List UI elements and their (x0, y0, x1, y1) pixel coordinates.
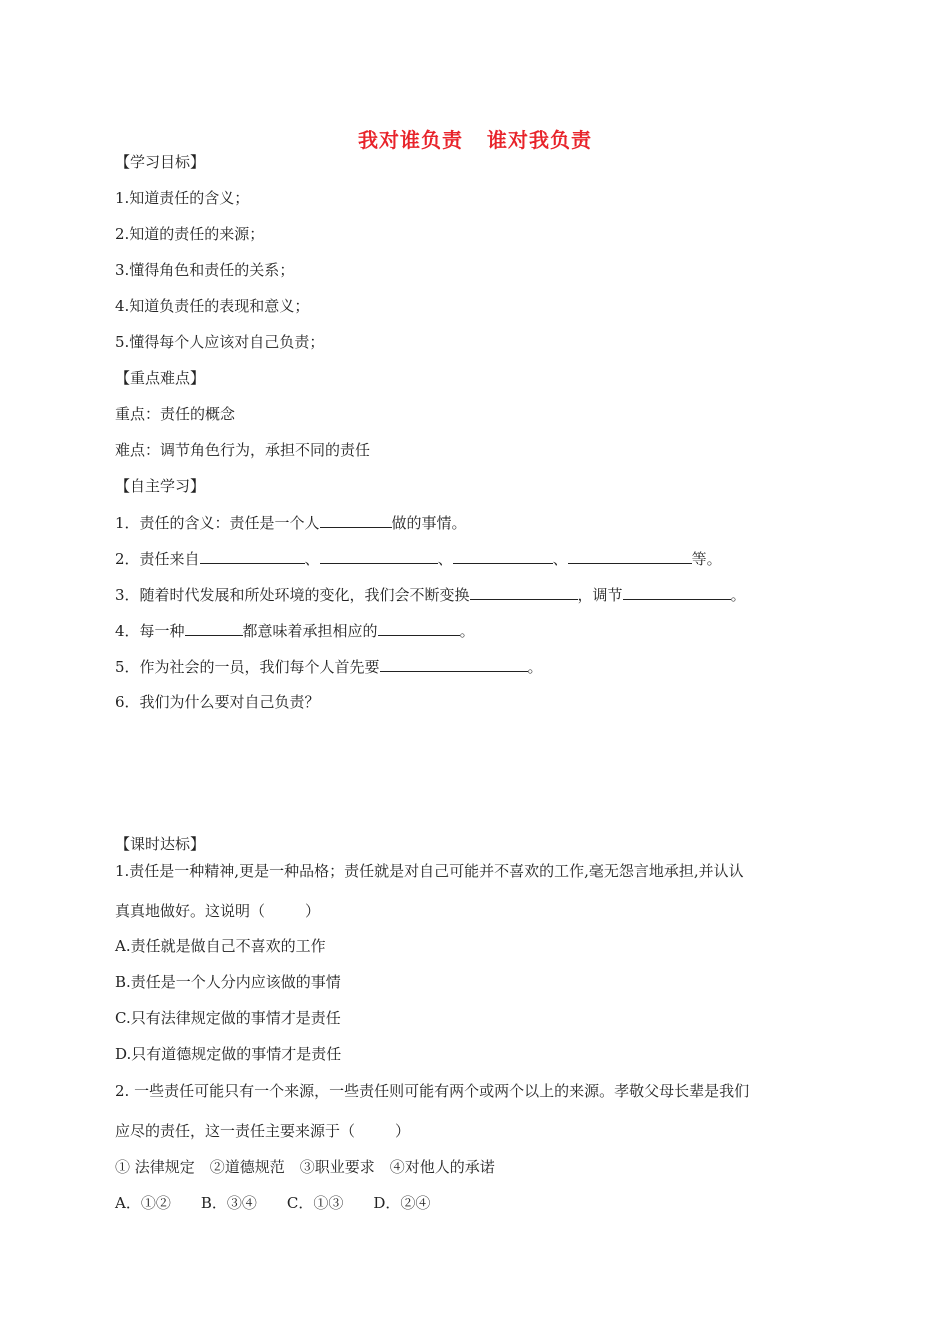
self-study-q1 (115, 512, 467, 533)
goals-header: 【学习目标】 (115, 153, 206, 171)
goal-item: 5.懂得每个人应该对自己负责； (115, 333, 325, 351)
q2-sep: 、 (552, 550, 568, 568)
q4-text-c: 。 (459, 622, 475, 640)
goal-item: 3.懂得角色和责任的关系； (115, 261, 295, 279)
q1-close-paren: ） (305, 902, 321, 920)
q2-sep: 、 (437, 550, 453, 568)
q5-text-b: 。 (527, 658, 543, 676)
practice-header: 【课时达标】 (115, 835, 206, 853)
goal-item: 2.知道的责任的来源； (115, 225, 265, 243)
q4-text-b: 都意味着承担相应的 (242, 622, 378, 640)
goal-item: 4.知道负责任的表现和意义； (115, 297, 310, 315)
self-study-q6: 6．我们为什么要对自己负责？ (115, 693, 320, 711)
self-study-q5 (115, 656, 543, 677)
q1-text-b: 做的事情。 (391, 514, 467, 532)
goal-item: 1.知道责任的含义； (115, 189, 250, 207)
page-title (0, 124, 950, 153)
q2-end: 等。 (691, 550, 722, 568)
focus-text: 重点：责任的概念 (115, 405, 236, 423)
self-study-q3 (115, 584, 746, 605)
source-list: ① 法律规定 ②道德规范 ③职业要求 ④对他人的承诺 (115, 1158, 495, 1176)
option-a[interactable]: A.责任就是做自己不喜欢的工作 (115, 937, 326, 955)
practice-q1-line2 (115, 901, 320, 921)
title-part-1: 我对谁负责 (358, 128, 463, 152)
option-b[interactable]: B.责任是一个人分内应该做的事情 (115, 973, 341, 991)
answer-blank[interactable] (470, 584, 578, 600)
option-c[interactable]: C.只有法律规定做的事情才是责任 (115, 1009, 341, 1027)
q3-text-c: 。 (730, 586, 746, 604)
self-study-q4 (115, 620, 475, 641)
answer-blank[interactable] (453, 548, 553, 564)
difficulty-text: 难点：调节角色行为，承担不同的责任 (115, 441, 371, 459)
answer-blank[interactable] (378, 620, 460, 636)
q1-stem: 真真地做好。这说明（ (115, 902, 266, 920)
q2-close-paren: ） (395, 1122, 411, 1140)
self-study-header: 【自主学习】 (115, 477, 206, 495)
self-study-q2 (115, 548, 722, 569)
q5-text-a: 5．作为社会的一员，我们每个人首先要 (115, 658, 380, 676)
q3-text-a: 3．随着时代发展和所处环境的变化，我们会不断变换 (115, 586, 470, 604)
q3-text-b: ，调节 (577, 586, 623, 604)
q2-sep: 、 (304, 550, 320, 568)
practice-q1-line1: 1.责任是一种精神,更是一种品格；责任就是对自己可能并不喜欢的工作,毫无怨言地承担,并认认 (115, 862, 744, 880)
q4-text-a: 4．每一种 (115, 622, 185, 640)
practice-q2-line1: 2. 一些责任可能只有一个来源，一些责任则可能有两个或两个以上的来源。孝敬父母长辈是我们 (115, 1082, 750, 1100)
q1-text-a: 1．责任的含义：责任是一个人 (115, 514, 320, 532)
answer-blank[interactable] (185, 620, 243, 636)
title-part-2: 谁对我负责 (487, 128, 592, 152)
q2-stem: 应尽的责任，这一责任主要来源于（ (115, 1122, 356, 1140)
option-d[interactable]: D.只有道德规定做的事情才是责任 (115, 1045, 342, 1063)
answer-blank[interactable] (623, 584, 731, 600)
answer-blank[interactable] (320, 548, 438, 564)
practice-q2-line2 (115, 1121, 410, 1141)
answer-blank[interactable] (380, 656, 528, 672)
answer-blank[interactable] (200, 548, 305, 564)
answer-blank[interactable] (320, 512, 392, 528)
answer-blank[interactable] (568, 548, 692, 564)
q2-text-a: 2．责任来自 (115, 550, 200, 568)
key-header: 【重点难点】 (115, 369, 206, 387)
answer-choices[interactable]: A．①② B．③④ C．①③ D．②④ (115, 1194, 431, 1212)
